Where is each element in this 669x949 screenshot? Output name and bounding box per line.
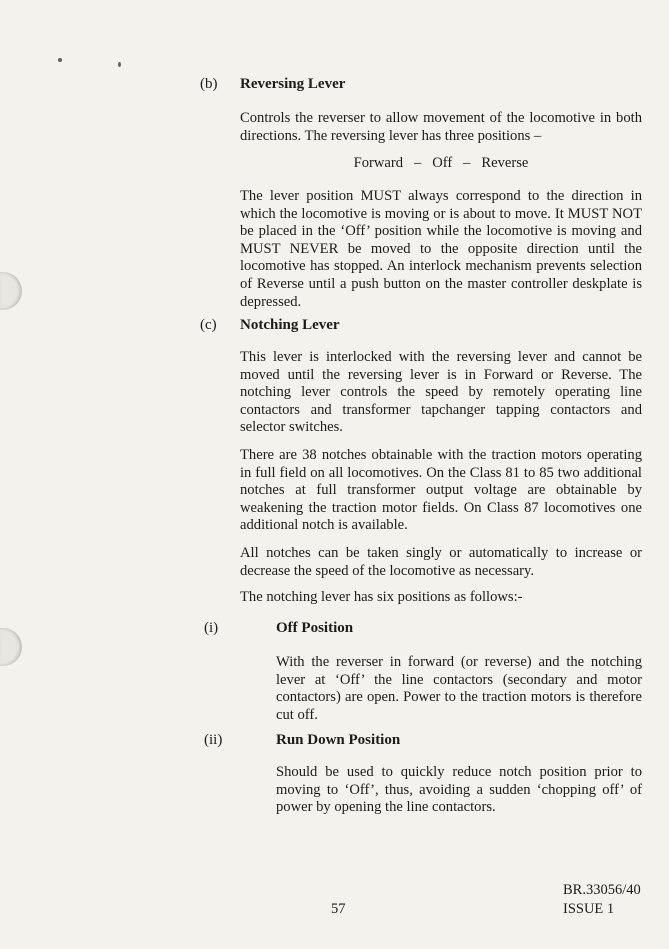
section-c-paragraph-4: The notching lever has six positions as follows:- (240, 589, 523, 605)
punch-hole-top (0, 272, 22, 310)
item-2-number: (ii) (204, 732, 223, 748)
item-2-title: Run Down Position (276, 732, 401, 748)
section-c-letter: (c) (200, 317, 217, 333)
section-c-title: Notching Lever (240, 317, 340, 333)
issue-label: ISSUE 1 (563, 901, 615, 917)
section-b-letter: (b) (200, 76, 218, 92)
document-reference: BR.33056/40 (563, 882, 641, 898)
section-b-positions: Forward – Off – Reverse (353, 155, 529, 171)
section-c-paragraph-3: All notches can be taken singly or automatically to increase or decrease the speed of the locomotive as necessary. (240, 545, 642, 579)
section-c-paragraph-2: There are 38 notches obtainable with the traction motors operating in full field on all locomotives. On the Class 81 to 85 two additional notches at full transformer output voltage are obtainable by weakening the traction motor fields. On Class 87 locomotives one additional notch is available. (240, 447, 642, 534)
item-1-title: Off Position (276, 620, 354, 636)
punch-hole-bottom (0, 628, 22, 666)
section-b-paragraph-2: The lever position MUST always correspond to the direction in which the locomotive is moving or is about to move. It MUST NOT be placed in the ‘Off’ position while the locomotive is moving and MUST NEVER be moved to the opposite direction until the locomotive has stopped. An interlock mechanism prevents selection of Reverse until a push button on the master controller deskplate is depressed. (240, 188, 642, 310)
paper-speck (58, 58, 62, 62)
item-1-number: (i) (204, 620, 219, 636)
section-b-title: Reversing Lever (240, 76, 346, 92)
page-number: 57 (331, 901, 346, 917)
item-1-text: With the reverser in forward (or reverse) and the notching lever at ‘Off’ the line contactors (secondary and motor contactors) are open. Power to the traction motors is therefore cut off. (276, 654, 642, 723)
item-2-text: Should be used to quickly reduce notch position prior to moving to ‘Off’, thus, avoiding a sudden ‘chopping off’ of power by opening the line contactors. (276, 764, 642, 816)
paper-speck (118, 62, 121, 67)
section-c-paragraph-1: This lever is interlocked with the reversing lever and cannot be moved until the reversing lever is in Forward or Reverse. The notching lever controls the speed by remotely operating line contactors and transformer tapchanger tapping contactors and selector switches. (240, 349, 642, 436)
section-b-paragraph-1: Controls the reverser to allow movement of the locomotive in both directions. The reversing lever has three positions – (240, 110, 642, 144)
